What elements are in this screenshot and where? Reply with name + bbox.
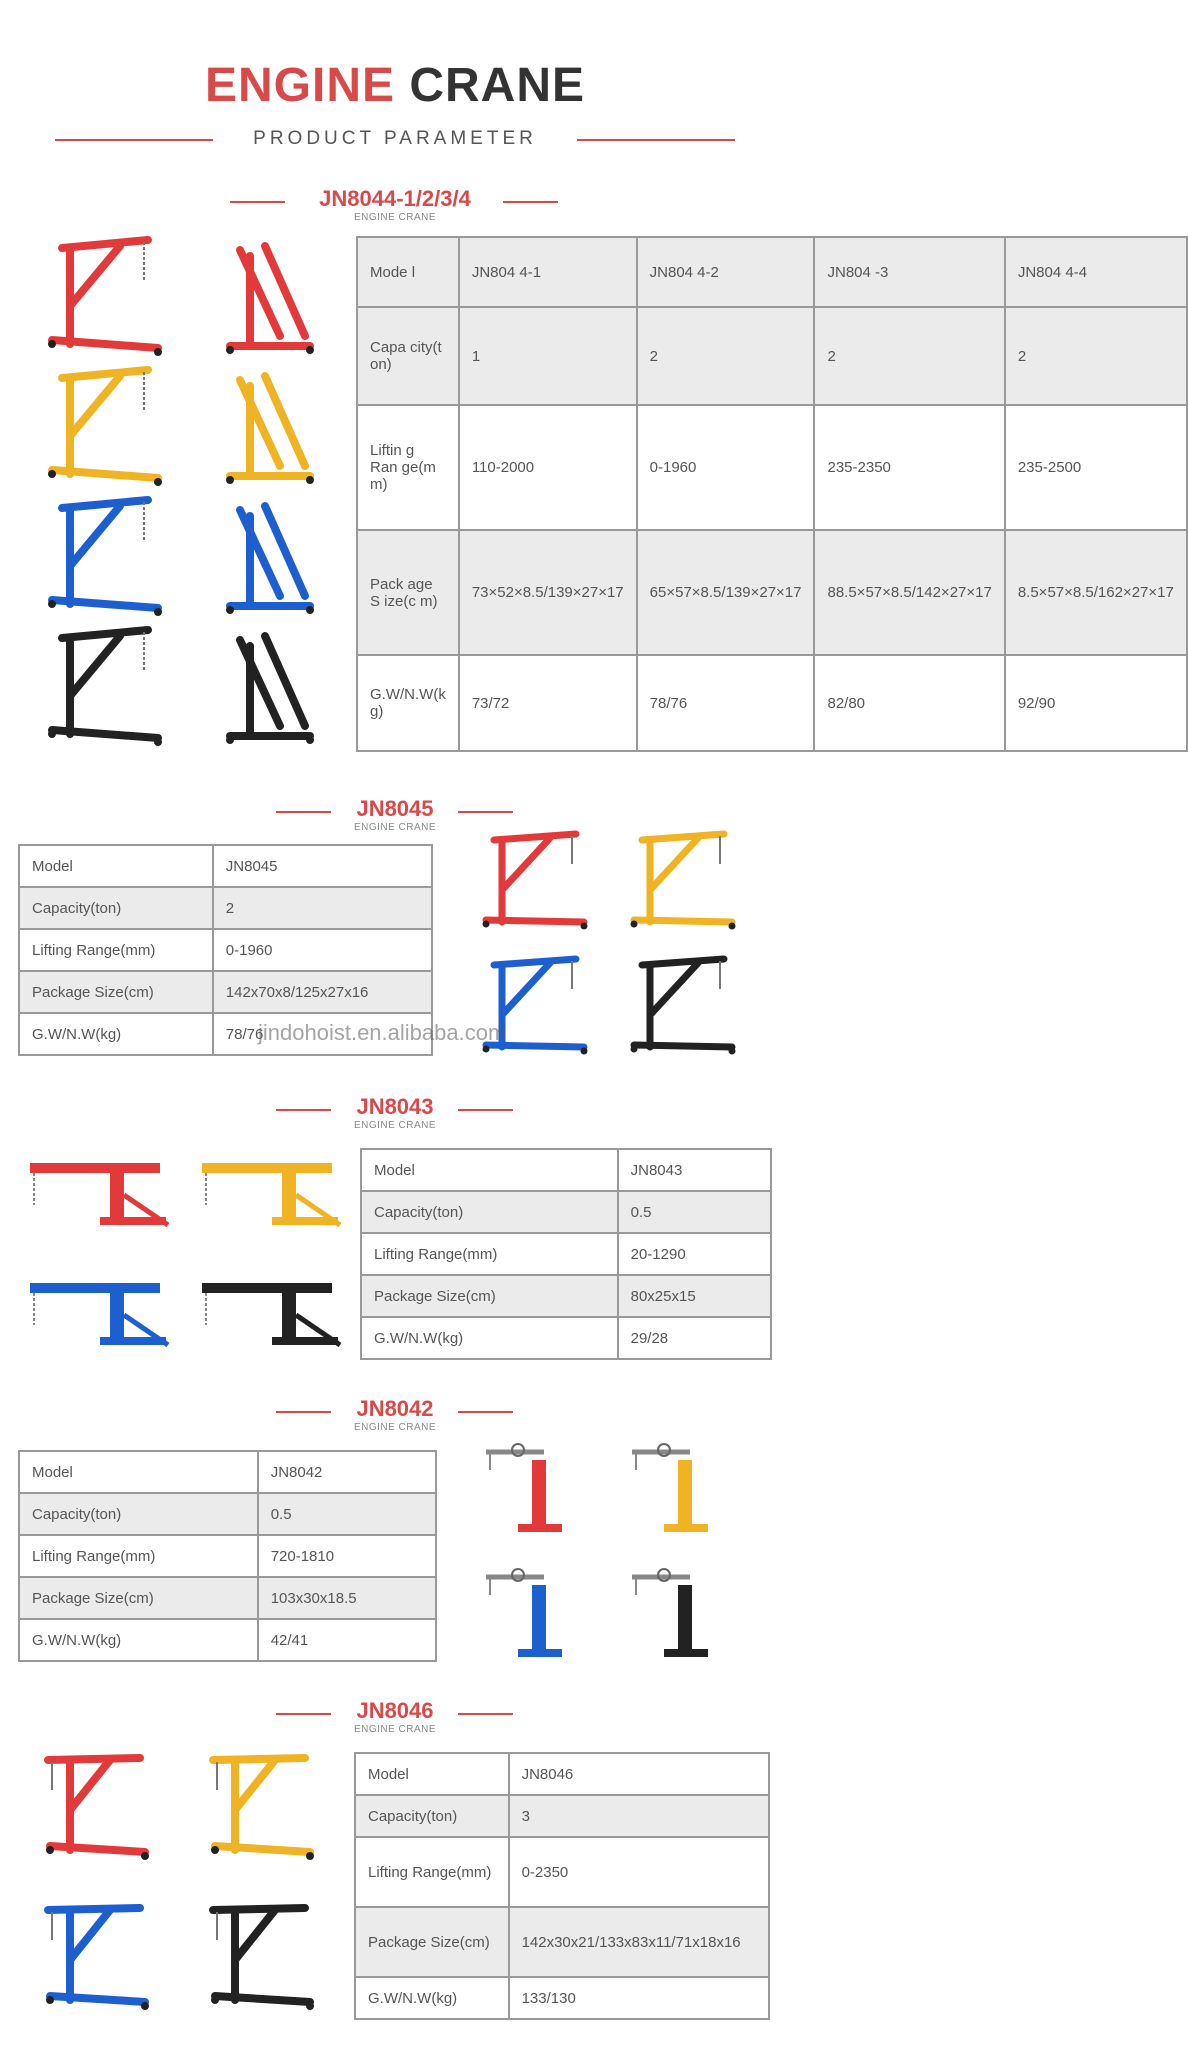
spec-table-jn8042 (18, 1450, 437, 1662)
table-cell: 29/28 (618, 1317, 771, 1359)
table-cell: G.W/N.W(kg) (361, 1317, 618, 1359)
table-cell: 0.5 (618, 1191, 771, 1233)
crane-folded-photo-blue (210, 496, 330, 616)
section-line-right (458, 1109, 513, 1111)
page-title (0, 58, 790, 113)
table-cell: 0.5 (258, 1493, 436, 1535)
table-cell: 73/72 (459, 655, 637, 751)
table-cell: 0-1960 (637, 405, 815, 530)
crane-photo-blue (28, 1275, 173, 1350)
crane-photo-black (628, 955, 738, 1055)
section-code: JN8046 (356, 1698, 434, 1723)
spec-table-jn8043 (360, 1148, 772, 1360)
table-cell: Package Size(cm) (355, 1907, 509, 1977)
crane-folded-photo-yellow (210, 366, 330, 486)
table-cell: 720-1810 (258, 1535, 436, 1577)
table-cell: 0-1960 (213, 929, 432, 971)
table-row (355, 1753, 769, 1795)
table-cell: Liftin g Ran ge(m m) (357, 405, 459, 530)
table-cell: 0-2350 (509, 1837, 769, 1907)
section-caption: ENGINE CRANE (353, 1422, 437, 1433)
table-cell: 133/130 (509, 1977, 769, 2019)
section-line-right (458, 811, 513, 813)
table-cell: JN804 4-1 (459, 237, 637, 307)
table-cell: Lifting Range(mm) (361, 1233, 618, 1275)
section-line-left (276, 1109, 331, 1111)
table-cell: 142x70x8/125x27x16 (213, 971, 432, 1013)
table-row (361, 1191, 771, 1233)
crane-photo-blue (40, 496, 168, 616)
table-row (357, 530, 1187, 655)
crane-photo-blue (482, 1565, 577, 1661)
table-cell: JN8043 (618, 1149, 771, 1191)
table-row (361, 1149, 771, 1191)
table-cell: 78/76 (637, 655, 815, 751)
table-cell: 73×52×8.5/139×27×17 (459, 530, 637, 655)
section-caption: ENGINE CRANE (353, 1724, 437, 1735)
table-cell: Model (19, 1451, 258, 1493)
table-cell: 3 (509, 1795, 769, 1837)
table-cell: 42/41 (258, 1619, 436, 1661)
table-row (357, 655, 1187, 751)
crane-photo-red (480, 830, 590, 930)
section-code: JN8043 (356, 1094, 434, 1119)
table-row (361, 1317, 771, 1359)
table-cell: Pack age S ize(c m) (357, 530, 459, 655)
table-cell: G.W/N.W(kg) (355, 1977, 509, 2019)
table-cell: 80x25x15 (618, 1275, 771, 1317)
section-line-right (458, 1411, 513, 1413)
table-cell: JN8045 (213, 845, 432, 887)
table-row (19, 1535, 436, 1577)
table-cell: 20-1290 (618, 1233, 771, 1275)
crane-photo-red (28, 1155, 173, 1230)
crane-photo-black (205, 1900, 320, 2010)
table-cell: 235-2500 (1005, 405, 1187, 530)
section-line-left (276, 1713, 331, 1715)
table-row (357, 237, 1187, 307)
table-row (357, 307, 1187, 405)
crane-photo-red (40, 236, 168, 356)
section-code: JN8044-1/2/3/4 (319, 186, 471, 211)
section-code: JN8045 (356, 796, 434, 821)
table-cell: 235-2350 (814, 405, 1004, 530)
table-cell: Package Size(cm) (361, 1275, 618, 1317)
table-row (361, 1275, 771, 1317)
crane-photo-black (200, 1275, 345, 1350)
table-cell: 2 (1005, 307, 1187, 405)
table-row (355, 1795, 769, 1837)
section-header-jn8043 (335, 1094, 455, 1131)
table-cell: Capacity(ton) (355, 1795, 509, 1837)
table-cell: 103x30x18.5 (258, 1577, 436, 1619)
section-caption: ENGINE CRANE (353, 822, 437, 833)
section-line-right (503, 201, 558, 203)
section-line-left (276, 811, 331, 813)
table-cell: 78/76 (213, 1013, 432, 1055)
spec-table-jn8044 (356, 236, 1188, 752)
table-cell: Capa city(t on) (357, 307, 459, 405)
crane-photo-yellow (40, 366, 168, 486)
crane-photo-yellow (628, 1440, 723, 1536)
table-row (355, 1907, 769, 1977)
section-header-jn8042 (335, 1396, 455, 1433)
table-row (19, 1577, 436, 1619)
section-header-jn8045 (335, 796, 455, 833)
crane-photo-yellow (200, 1155, 345, 1230)
table-row (355, 1837, 769, 1907)
section-header-jn8046 (335, 1698, 455, 1735)
section-caption: ENGINE CRANE (353, 212, 437, 223)
crane-photo-yellow (205, 1750, 320, 1860)
table-cell: Package Size(cm) (19, 971, 213, 1013)
table-cell: 82/80 (814, 655, 1004, 751)
table-cell: 8.5×57×8.5/162×27×17 (1005, 530, 1187, 655)
crane-photo-blue (40, 1900, 155, 2010)
table-cell: G.W/N.W(kg) (19, 1619, 258, 1661)
table-cell: 2 (814, 307, 1004, 405)
section-line-left (230, 201, 285, 203)
table-cell: JN804 -3 (814, 237, 1004, 307)
table-cell: Capacity(ton) (361, 1191, 618, 1233)
table-row (19, 1451, 436, 1493)
table-cell: Lifting Range(mm) (355, 1837, 509, 1907)
table-row (19, 971, 432, 1013)
table-cell: 2 (637, 307, 815, 405)
table-row (355, 1977, 769, 2019)
table-cell: Lifting Range(mm) (19, 929, 213, 971)
table-cell: JN804 4-4 (1005, 237, 1187, 307)
table-cell: JN804 4-2 (637, 237, 815, 307)
table-row (361, 1233, 771, 1275)
table-cell: 2 (213, 887, 432, 929)
table-cell: Package Size(cm) (19, 1577, 258, 1619)
crane-photo-red (482, 1440, 577, 1536)
section-header-jn8044 (295, 186, 495, 223)
table-cell: Lifting Range(mm) (19, 1535, 258, 1577)
table-cell: 1 (459, 307, 637, 405)
table-row (19, 887, 432, 929)
crane-photo-red (40, 1750, 155, 1860)
section-code: JN8042 (356, 1396, 434, 1421)
table-row (19, 1493, 436, 1535)
section-line-right (458, 1713, 513, 1715)
table-cell: JN8042 (258, 1451, 436, 1493)
section-caption: ENGINE CRANE (353, 1120, 437, 1131)
title-dark-word: CRANE (409, 59, 586, 112)
crane-photo-black (40, 626, 168, 746)
table-cell: Capacity(ton) (19, 887, 213, 929)
table-cell: 92/90 (1005, 655, 1187, 751)
watermark: jindohoist.en.alibaba.com (258, 1020, 507, 1045)
table-row (19, 845, 432, 887)
title-red-word: ENGINE (204, 59, 395, 112)
table-cell: Model (355, 1753, 509, 1795)
table-cell: G.W/N.W(k g) (357, 655, 459, 751)
crane-photo-black (628, 1565, 723, 1661)
crane-folded-photo-red (210, 236, 330, 356)
table-cell: 65×57×8.5/139×27×17 (637, 530, 815, 655)
section-line-left (276, 1411, 331, 1413)
table-cell: Capacity(ton) (19, 1493, 258, 1535)
table-cell: 110-2000 (459, 405, 637, 530)
table-row (19, 1619, 436, 1661)
table-row (19, 929, 432, 971)
table-cell: JN8046 (509, 1753, 769, 1795)
crane-photo-yellow (628, 830, 738, 930)
table-cell: Model (361, 1149, 618, 1191)
table-row (357, 405, 1187, 530)
table-cell: 142x30x21/133x83x11/71x18x16 (509, 1907, 769, 1977)
spec-table-jn8046 (354, 1752, 770, 2020)
crane-folded-photo-black (210, 626, 330, 746)
table-cell: Model (19, 845, 213, 887)
table-cell: Mode l (357, 237, 459, 307)
table-cell: G.W/N.W(kg) (19, 1013, 213, 1055)
table-cell: 88.5×57×8.5/142×27×17 (814, 530, 1004, 655)
page-subtitle: PRODUCT PARAMETER (253, 128, 537, 149)
